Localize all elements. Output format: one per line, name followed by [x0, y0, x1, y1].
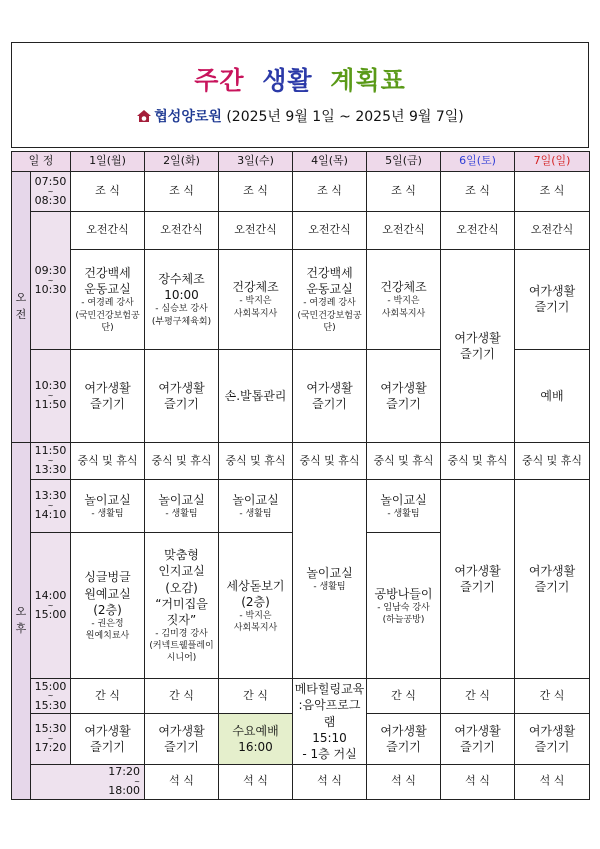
- day-sat: 6일(토): [441, 152, 515, 172]
- cell-fri-exercise: 건강체조 - 박지은 사회복지사: [367, 249, 441, 350]
- cell-lunch: 중식 및 휴식: [71, 442, 145, 479]
- row-dinner: [12, 764, 590, 799]
- time-slot-6: 14:00 ~ 15:00: [31, 533, 71, 679]
- cell-snack: 간 식: [515, 679, 590, 714]
- time-slot-7: 15:00 ~ 15:30: [31, 679, 71, 714]
- cell-snack: 간 식: [367, 679, 441, 714]
- cell-thu-leisure: 여가생활 즐기기: [293, 350, 367, 443]
- cell-snack: 간 식: [219, 679, 293, 714]
- subtitle: [12, 106, 588, 126]
- cell-snack-am: 오전간식: [515, 212, 590, 249]
- header-row: [12, 152, 590, 172]
- cell-mon-garden: 싱글벙글 원예교실 (2층) - 권은정 원예치료사: [71, 533, 145, 679]
- day-fri: 5일(금): [367, 152, 441, 172]
- cell-wed-footcare: 손.발톱관리: [219, 350, 293, 443]
- cell-snack: 간 식: [441, 679, 515, 714]
- cell-sun-leisure-pm: 여가생활 즐기기: [515, 480, 590, 679]
- cell-lunch: 중식 및 휴식: [293, 442, 367, 479]
- cell-breakfast: 조 식: [441, 172, 515, 212]
- cell-breakfast: 조 식: [145, 172, 219, 212]
- cell-snack-am: 오전간식: [219, 212, 293, 249]
- cell-dinner: 석 식: [145, 764, 219, 799]
- cell-lunch: 중식 및 휴식: [515, 442, 590, 479]
- day-thu: 4일(목): [293, 152, 367, 172]
- cell-lunch: 중식 및 휴식: [219, 442, 293, 479]
- cell-fri-leisure: 여가생활 즐기기: [367, 350, 441, 443]
- cell-wed-exercise: 건강체조 - 박지은 사회복지사: [219, 249, 293, 350]
- day-mon: 1일(월): [71, 152, 145, 172]
- row-breakfast: [12, 172, 590, 212]
- cell-breakfast: 조 식: [219, 172, 293, 212]
- date-header: 일 정: [12, 152, 71, 172]
- cell-snack: 간 식: [145, 679, 219, 714]
- cell-mon-leisure-pm: 여가생활 즐기기: [71, 714, 145, 764]
- cell-dinner: 석 식: [293, 764, 367, 799]
- cell-dinner: 석 식: [367, 764, 441, 799]
- house-logo-icon: [136, 109, 152, 123]
- cell-fri-leisure-pm: 여가생활 즐기기: [367, 714, 441, 764]
- title-word-3: 계획표: [330, 66, 406, 95]
- cell-thu-healing: 메타힐링교육 :음악프로그램 15:10 - 1층 거실: [293, 679, 367, 764]
- cell-tue-cognitive: 맞춤형 인지교실 (오감) “거미집을 짓자” - 김미경 강사 (커넥트웰플레이 시니어): [145, 533, 219, 679]
- cell-fri-play: 놀이교실 - 생활팀: [367, 480, 441, 533]
- time-slot-8: 15:30 ~ 17:20: [31, 714, 71, 764]
- cell-snack-am: 오전간식: [145, 212, 219, 249]
- cell-breakfast: 조 식: [293, 172, 367, 212]
- cell-lunch: 중식 및 휴식: [367, 442, 441, 479]
- cell-lunch: 중식 및 휴식: [145, 442, 219, 479]
- row-snack-pm: [12, 679, 590, 714]
- cell-dinner: 석 식: [441, 764, 515, 799]
- cell-snack-am: 오전간식: [367, 212, 441, 249]
- cell-breakfast: 조 식: [367, 172, 441, 212]
- cell-thu-exercise: 건강백세 운동교실 - 여경례 강사 (국민건강보험공단): [293, 249, 367, 350]
- period: (2025년 9월 1일 ~ 2025년 9월 7일): [226, 109, 464, 125]
- day-wed: 3일(수): [219, 152, 293, 172]
- schedule-table: [11, 151, 590, 800]
- cell-fri-craft: 공방나들이 - 임남숙 강사 (하늘공방): [367, 533, 441, 679]
- time-slot-2: 09:30 ~ 10:30: [31, 212, 71, 350]
- cell-snack-am: 오전간식: [441, 212, 515, 249]
- cell-sat-leisure-late: 여가생활 즐기기: [441, 714, 515, 764]
- time-slot-5: 13:30 ~ 14:10: [31, 480, 71, 533]
- cell-wed-worship: 수요예배 16:00: [219, 714, 293, 764]
- cell-tue-play: 놀이교실 - 생활팀: [145, 480, 219, 533]
- header-box: [11, 42, 589, 148]
- cell-sun-leisure-late: 여가생활 즐기기: [515, 714, 590, 764]
- cell-tue-exercise: 장수체조 10:00 - 심승보 강사 (부평구체육회): [145, 249, 219, 350]
- row-snack-am: [12, 212, 590, 249]
- page-title: [12, 61, 588, 97]
- row-play: [12, 480, 590, 533]
- cell-tue-leisure-pm: 여가생활 즐기기: [145, 714, 219, 764]
- cell-breakfast: 조 식: [515, 172, 590, 212]
- org-name: 협성양로원: [154, 109, 222, 125]
- cell-wed-world: 세상돋보기 (2층) - 박지은 사회복지사: [219, 533, 293, 679]
- day-sun: 7일(일): [515, 152, 590, 172]
- cell-dinner: 석 식: [515, 764, 590, 799]
- row-lunch: [12, 442, 590, 479]
- cell-wed-play: 놀이교실 - 생활팀: [219, 480, 293, 533]
- cell-tue-leisure: 여가생활 즐기기: [145, 350, 219, 443]
- cell-sat-leisure-pm: 여가생활 즐기기: [441, 480, 515, 679]
- cell-breakfast: 조 식: [71, 172, 145, 212]
- day-tue: 2일(화): [145, 152, 219, 172]
- cell-snack-am: 오전간식: [71, 212, 145, 249]
- am-label: 오 전: [12, 172, 31, 443]
- time-slot-4: 11:50 ~ 13:30: [31, 442, 71, 479]
- title-word-1: 주간: [194, 66, 245, 95]
- cell-snack-am: 오전간식: [293, 212, 367, 249]
- row-program-1: [12, 249, 590, 350]
- cell-sun-leisure-am: 여가생활 즐기기: [515, 249, 590, 350]
- cell-mon-exercise: 건강백세 운동교실 - 여경례 강사 (국민건강보험공단): [71, 249, 145, 350]
- cell-dinner: 석 식: [219, 764, 293, 799]
- cell-sun-worship: 예배: [515, 350, 590, 443]
- cell-lunch: 중식 및 휴식: [441, 442, 515, 479]
- cell-sat-leisure-am: 여가생활 즐기기: [441, 249, 515, 442]
- cell-mon-leisure: 여가생활 즐기기: [71, 350, 145, 443]
- time-slot-9: 17:20 ~ 18:00: [31, 764, 145, 799]
- cell-mon-play: 놀이교실 - 생활팀: [71, 480, 145, 533]
- time-slot-3: 10:30 ~ 11:50: [31, 350, 71, 443]
- cell-thu-play: 놀이교실 - 생활팀: [293, 480, 367, 679]
- title-word-2: 생활: [262, 66, 313, 95]
- pm-label: 오 후: [12, 442, 31, 799]
- cell-snack: 간 식: [71, 679, 145, 714]
- time-slot-1: 07:50 ~ 08:30: [31, 172, 71, 212]
